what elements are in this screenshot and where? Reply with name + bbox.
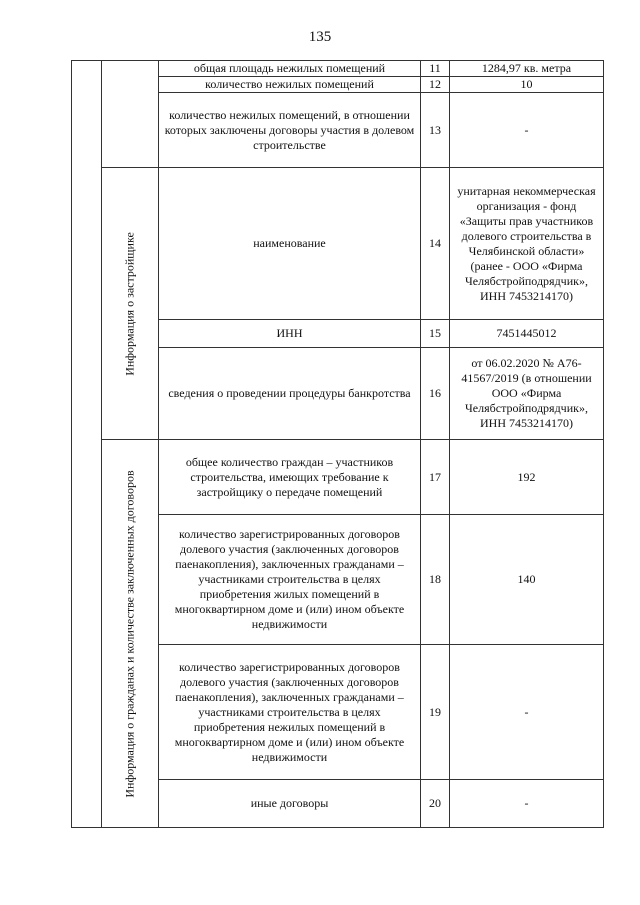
row-value: -	[450, 645, 604, 780]
section-developer	[102, 168, 159, 440]
row-number: 13	[421, 93, 450, 168]
section-cell-blank	[102, 61, 159, 168]
row-value: 140	[450, 515, 604, 645]
row-label: ИНН	[159, 320, 421, 348]
row-label: общая площадь нежилых помещений	[159, 61, 421, 77]
left-margin-column	[72, 61, 102, 828]
row-label: количество нежилых помещений, в отношении которых заключены договоры участия в долевом строительстве	[159, 93, 421, 168]
row-number: 17	[421, 440, 450, 515]
row-label: общее количество граждан – участников строительства, имеющих требование к застройщику о передаче помещений	[159, 440, 421, 515]
row-value: -	[450, 93, 604, 168]
row-number: 11	[421, 61, 450, 77]
row-label: количество зарегистрированных договоров долевого участия (заключенных договоров паенакопления), заключенных гражданами – участниками строительства в целях приобретения жилых помещений в многоквартирном доме и (или) ином объекте недвижимости	[159, 515, 421, 645]
row-number: 14	[421, 168, 450, 320]
row-value: 1284,97 кв. метра	[450, 61, 604, 77]
row-number: 15	[421, 320, 450, 348]
row-label: наименование	[159, 168, 421, 320]
row-number: 20	[421, 780, 450, 828]
row-number: 12	[421, 77, 450, 93]
row-value: 10	[450, 77, 604, 93]
row-number: 18	[421, 515, 450, 645]
section-developer-label: Информация о застройщике	[122, 231, 137, 376]
table-row	[72, 168, 604, 320]
row-number: 16	[421, 348, 450, 440]
row-label: количество нежилых помещений	[159, 77, 421, 93]
row-value: 7451445012	[450, 320, 604, 348]
row-value: -	[450, 780, 604, 828]
page-number: 135	[308, 29, 332, 45]
section-citizens-label: Информация о гражданах и количестве заключенных договоров	[122, 469, 137, 798]
row-label: сведения о проведении процедуры банкротства	[159, 348, 421, 440]
data-table	[71, 60, 604, 828]
row-label: иные договоры	[159, 780, 421, 828]
table-row	[72, 61, 604, 77]
row-label: количество зарегистрированных договоров долевого участия (заключенных договоров паенакопления), заключенных гражданами – участниками строительства в целях приобретения нежилых помещений в многоквартирном доме и (или) ином объекте недвижимости	[159, 645, 421, 780]
row-value: унитарная некоммерческая организация - фонд «Защиты прав участников долевого строительства в Челябинской области» (ранее - ООО «Фирма Челябстройподрядчик», ИНН 7453214170)	[450, 168, 604, 320]
row-value: от 06.02.2020 № А76-41567/2019 (в отношении ООО «Фирма Челябстройподрядчик», ИНН 7453214170)	[450, 348, 604, 440]
table-row	[72, 440, 604, 515]
row-number: 19	[421, 645, 450, 780]
section-citizens	[102, 440, 159, 828]
row-value: 192	[450, 440, 604, 515]
